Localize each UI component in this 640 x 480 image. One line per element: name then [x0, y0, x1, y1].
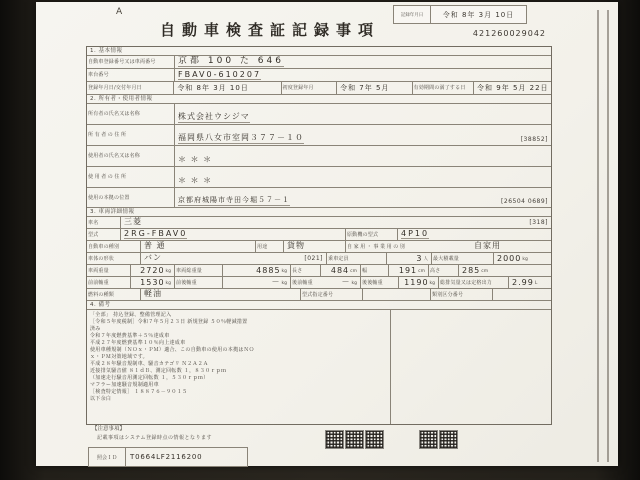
qr-code-icon: [326, 431, 343, 448]
reg-date-label: 登録年月日/交付年月日: [88, 85, 142, 91]
qr-code-icon: [366, 431, 383, 448]
gross-weight-unit: kg: [281, 269, 287, 274]
gross-weight-value: 4885: [256, 266, 281, 275]
max-load-unit: kg: [522, 257, 528, 262]
model-label: 型式: [88, 231, 99, 238]
capacity-unit: 人: [423, 257, 428, 262]
page-title: 自動車検査証記録事項: [159, 21, 380, 39]
axle-fr-value: －: [271, 277, 281, 286]
remark-line: ｘ・ＰＭ対策地域です。: [90, 354, 148, 360]
remarks-text-block: [87, 310, 391, 424]
remark-line: 済み: [90, 326, 101, 332]
displacement-value: 2.99: [512, 278, 534, 287]
user-address-label: 使用者の住所: [88, 174, 128, 180]
first-reg-value: 令和 7年 5月: [340, 84, 390, 92]
model-value: 2RG-FBAV0: [124, 229, 188, 238]
table-row-user-name: [87, 146, 551, 167]
owner-address-label: 所有者の住所: [88, 132, 128, 138]
notice-text: 記載事項はシステム登録時点の情報となります: [97, 435, 213, 441]
document-page: [36, 2, 618, 466]
displacement-label: 総排気量又は定格出力: [440, 279, 493, 286]
capacity-label: 乗車定員: [328, 255, 349, 262]
owner-name-label: 所有者の氏名又は名称: [88, 111, 141, 117]
table-row-user-address: [87, 167, 551, 188]
remark-line: 使用車種規制（ＮＯｘ・ＰＭ）適合、この自動車の使用の本拠はＮＯ: [90, 347, 255, 353]
table-row-base-location: 使用の本拠の位置 京都府城陽市寺田今堀５７－１ [26504 0689]: [87, 188, 551, 208]
page-mark: A: [116, 7, 123, 17]
use-value: 貨物: [287, 241, 305, 250]
table-row-registration-number: [87, 56, 551, 69]
type-designation-label: 型式指定番号: [302, 291, 334, 298]
vehicle-kind-value: 普 通: [144, 241, 166, 250]
axle-ff-unit: kg: [165, 281, 171, 286]
remark-line: マフラー加速騒音規制適用車: [90, 382, 159, 388]
curb-weight-value: 2720: [140, 266, 165, 275]
fuel-type-value: 軽油: [144, 289, 162, 298]
section-header-vehicle: 3. 車両詳細情報: [87, 208, 551, 217]
engine-model-value: 4P10: [401, 229, 430, 238]
table-row-axle-weights: [87, 277, 551, 289]
certificate-table: [86, 46, 552, 425]
body-shape-label: 車体の形状: [88, 255, 115, 262]
owner-address-value: 福岡県八女市室岡３７７－１０: [178, 132, 304, 145]
table-row-owner-name: [87, 104, 551, 125]
length-value: 484: [330, 266, 350, 275]
document-number: 421260029042: [472, 29, 546, 38]
reg-date-value: 令和 8年 3月 10日: [177, 84, 249, 92]
table-row-body-capacity-load: [87, 253, 551, 265]
make-label: 車名: [88, 219, 99, 226]
remark-line: ［検査特定情報］ １８８７６－９０１５: [90, 389, 188, 395]
axle-ff-label: 前前軸重: [88, 279, 109, 286]
section-header-remarks: 4. 備考: [87, 301, 551, 310]
table-row-chassis-number: [87, 69, 551, 82]
engine-model-label: 原動機の型式: [347, 231, 379, 238]
reg-number-value: 京都 100 た 646: [178, 56, 284, 67]
user-name-value: ＊ ＊ ＊: [178, 155, 213, 164]
base-location-value: 京都府城陽市寺田今堀５７－１: [178, 195, 290, 207]
record-date-box: [393, 5, 527, 24]
make-value: 三菱: [124, 217, 142, 226]
height-label: 高さ: [430, 267, 441, 274]
section-header-owner: 2. 所有者・使用者情報: [87, 95, 551, 104]
axle-rf-unit: kg: [351, 281, 357, 286]
table-row-fuel-type-numbers: [87, 289, 551, 301]
reg-number-label: 自動車登録番号又は車両番号: [88, 59, 156, 65]
remark-line: ［令和５年度税制］令和７年５月２３日 新規登録 ５０％軽減措置: [90, 319, 248, 325]
remarks-empty-column: [391, 310, 551, 424]
axle-rf-label: 後前軸重: [292, 279, 313, 286]
displacement-unit: L: [534, 281, 538, 286]
table-row-category: [87, 241, 551, 253]
user-name-label: 使用者の氏名又は名称: [88, 153, 141, 159]
remark-line: 近接排気騒音値 ８１ｄＢ、測定回転数 １，８３０ｒｐｍ: [90, 368, 227, 374]
use-label: 用途: [257, 243, 268, 250]
class-number-label: 類別区分番号: [432, 291, 464, 298]
table-row-weights-dimensions: [87, 265, 551, 277]
qr-code-group-right: [420, 431, 457, 448]
first-reg-label: 初度登録年月: [282, 85, 314, 91]
table-row-make: 車名 三菱 [318]: [87, 217, 551, 229]
record-date-value: 令和 8年 3月 10日: [442, 10, 515, 19]
remarks-box: [87, 310, 551, 424]
private-business-value: 自家用: [474, 241, 501, 250]
qr-code-icon: [440, 431, 457, 448]
body-shape-code: [021]: [304, 255, 323, 262]
remark-line: 令和７年度燃費基準＋５％達成車: [90, 333, 170, 339]
record-date-label: 記録年月日: [394, 6, 431, 23]
curb-weight-label: 車両重量: [88, 267, 109, 274]
body-shape-value: バン: [144, 253, 162, 262]
table-row-dates: [87, 82, 551, 95]
fuel-type-label: 燃料の種類: [88, 291, 115, 298]
gross-weight-label: 車両総重量: [176, 267, 203, 274]
width-label: 幅: [362, 267, 368, 274]
qr-code-group-left: [326, 431, 383, 448]
width-unit: cm: [418, 269, 425, 274]
table-row-owner-address: 所有者の住所 福岡県八女市室岡３７７－１０ [38852]: [87, 125, 551, 146]
page-fold-line: [597, 10, 599, 462]
user-address-value: ＊ ＊ ＊: [178, 176, 213, 185]
axle-ff-value: 1530: [140, 278, 165, 287]
base-location-label: 使用の本拠の位置: [88, 194, 130, 201]
page-fold-line: [607, 10, 609, 462]
max-load-value: 2000: [497, 254, 522, 263]
chassis-value: FBAV0-610207: [178, 69, 262, 79]
axle-rr-unit: kg: [429, 281, 435, 286]
length-label: 長さ: [292, 267, 303, 274]
notice-title: 【注意事項】: [92, 426, 126, 432]
inquiry-id-label: 照会ＩＤ: [89, 448, 126, 466]
chassis-label: 車台番号: [88, 72, 109, 78]
inquiry-id-box: [88, 447, 248, 467]
width-value: 191: [398, 266, 418, 275]
remark-line: （加速走行騒音用測定回転数 １，５３０ｒｐｍ）: [90, 375, 209, 381]
remark-line: 平成２８年騒音規制車、騒音カテゴリ Ｎ２Ａ２Ａ: [90, 361, 209, 367]
axle-fr-label: 前後軸重: [176, 279, 197, 286]
axle-rr-value: 1190: [404, 278, 429, 287]
max-load-label: 最大積載量: [433, 255, 460, 262]
vehicle-kind-label: 自動車の種別: [88, 243, 120, 250]
height-unit: cm: [481, 269, 489, 274]
remark-line: 以下余白: [90, 396, 112, 402]
expiry-label: 有効期間の満了する日: [413, 85, 466, 91]
table-row-model: [87, 229, 551, 241]
private-business-label: 自家用・事業用の別: [347, 243, 407, 250]
remark-line: 平成２７年度燃費基準１０％向上達成車: [90, 340, 186, 346]
qr-code-icon: [420, 431, 437, 448]
capacity-value: 3: [416, 254, 423, 263]
expiry-value: 令和 9年 5月 22日: [477, 84, 549, 92]
curb-weight-unit: kg: [165, 269, 171, 274]
remark-line: 「全部」 持込登録、整備管理記入: [90, 312, 172, 318]
axle-fr-unit: kg: [281, 281, 287, 286]
section-header-basic: 1. 基本情報: [87, 47, 551, 56]
inquiry-id-value: T0664LF2116200: [130, 453, 203, 461]
owner-name-value: 株式会社ウシジマ: [178, 111, 250, 124]
length-unit: cm: [350, 269, 357, 274]
height-value: 285: [462, 266, 481, 275]
axle-rf-value: －: [341, 277, 351, 286]
qr-code-icon: [346, 431, 363, 448]
axle-rr-label: 後後軸重: [362, 279, 383, 286]
